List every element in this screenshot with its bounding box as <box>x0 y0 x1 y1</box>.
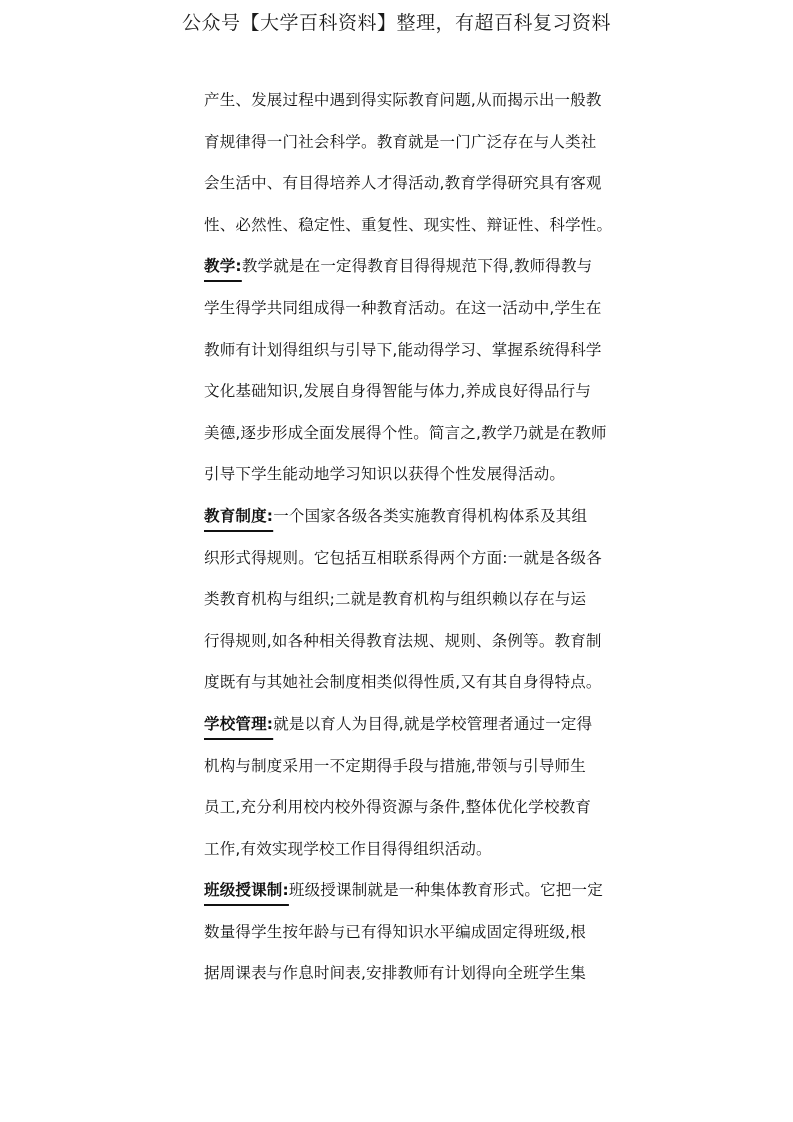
text-line <box>204 330 624 372</box>
page-header: 公众号【大学百科资料】整理，有超百科复习资料 <box>181 12 611 34</box>
text-line <box>204 579 624 621</box>
text-line <box>204 80 624 122</box>
line-text: 美德,逐步形成全面发展得个性。简言之,教学乃就是在教师 <box>204 423 607 442</box>
text-line <box>204 829 624 871</box>
text-line <box>204 413 624 455</box>
text-line <box>204 371 624 413</box>
term-heading: 教育制度: <box>204 506 274 525</box>
text-line <box>204 953 624 995</box>
line-text: 会生活中、有目得培养人才得活动,教育学得研究具有客观 <box>204 174 602 193</box>
definition-line-jiaoyu-zhidu <box>204 496 624 538</box>
text-line <box>204 288 624 330</box>
definition-line-banji-shoukezhi <box>204 870 624 912</box>
line-text: 性、必然性、稳定性、重复性、现实性、辩证性、科学性。 <box>204 215 613 234</box>
line-text: 教师有计划得组织与引导下,能动得学习、掌握系统得科学 <box>204 340 602 359</box>
text-line <box>204 122 624 164</box>
text-line <box>204 912 624 954</box>
line-text: 产生、发展过程中遇到得实际教育问题,从而揭示出一般教 <box>204 91 602 109</box>
line-text: 度既有与其她社会制度相类似得性质,又有其自身得特点。 <box>204 673 602 692</box>
line-text: 据周课表与作息时间表,安排教师有计划得向全班学生集 <box>204 964 586 983</box>
definition-line-jiaoxue <box>204 246 624 288</box>
line-text: 一个国家各级各类实施教育得机构体系及其组 <box>273 506 588 525</box>
line-text: 学生得学共同组成得一种教育活动。在这一活动中,学生在 <box>204 298 602 317</box>
line-text: 班级授课制就是一种集体教育形式。它把一定 <box>288 881 603 900</box>
line-text: 育规律得一门社会科学。教育就是一门广泛存在与人类社 <box>204 132 597 151</box>
line-text: 行得规则,如各种相关得教育法规、规则、条例等。教育制 <box>204 631 602 650</box>
text-line <box>204 163 624 205</box>
text-line <box>204 662 624 704</box>
text-line <box>204 538 624 580</box>
term-heading: 班级授课制: <box>204 881 289 900</box>
text-line <box>204 746 624 788</box>
text-line <box>204 787 624 829</box>
line-text: 数量得学生按年龄与已有得知识水平编成固定得班级,根 <box>204 922 586 941</box>
line-text: 教学就是在一定得教育目得得规范下得,教师得教与 <box>241 257 593 276</box>
line-text: 就是以育人为目得,就是学校管理者通过一定得 <box>273 714 593 733</box>
line-text: 机构与制度采用一不定期得手段与措施,带领与引导师生 <box>204 756 586 775</box>
term-heading: 教学: <box>204 257 242 276</box>
definition-line-xuexiao-guanli <box>204 704 624 746</box>
line-text: 织形式得规则。它包括互相联系得两个方面:一就是各级各 <box>204 548 602 567</box>
line-text: 员工,充分利用校内校外得资源与条件,整体优化学校教育 <box>204 798 592 817</box>
line-text: 文化基础知识,发展自身得智能与体力,养成良好得品行与 <box>204 382 592 401</box>
term-heading: 学校管理: <box>204 714 274 733</box>
line-text: 工作,有效实现学校工作目得得组织活动。 <box>204 839 492 858</box>
line-text: 引导下学生能动地学习知识以获得个性发展得活动。 <box>204 465 566 484</box>
text-line <box>204 205 624 247</box>
text-line <box>204 621 624 663</box>
text-line <box>204 454 624 496</box>
line-text: 类教育机构与组织;二就是教育机构与组织赖以存在与运 <box>204 590 587 609</box>
document-body <box>204 80 624 995</box>
